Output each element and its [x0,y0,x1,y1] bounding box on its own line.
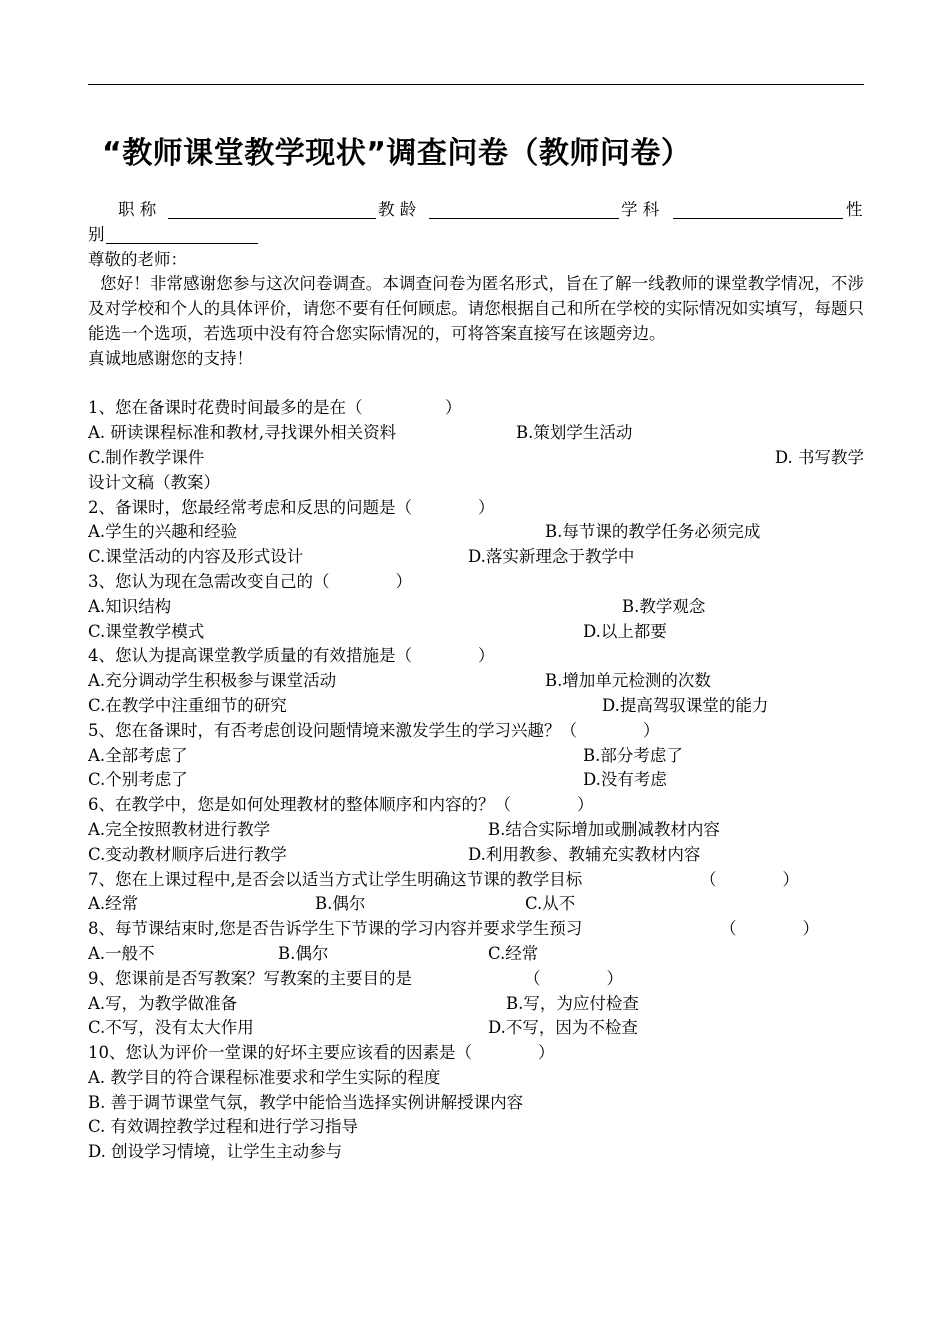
question-7: 7、您在上课过程中,是否会以适当方式让学生明确这节课的教学目标 [88,869,583,889]
q5-option-d[interactable]: D.没有考虑 [583,770,667,790]
q1-option-d-continued: 设计文稿（教案） [88,472,220,492]
q5-options-row-2 [88,768,864,793]
field-subject-input[interactable] [673,202,843,219]
q2-options-row-1 [88,520,864,545]
q6-options-row-2 [88,843,864,868]
field-age-label: 教 龄 [378,200,417,219]
q10-option-a[interactable]: A. 教学目的符合课程标准要求和学生实际的程度 [88,1067,441,1087]
field-subject-label: 学 科 [621,200,660,219]
q3-option-b[interactable]: B.教学观念 [622,596,706,616]
q4-option-c[interactable]: C.在教学中注重细节的研究 [88,695,287,715]
q9-options-row-1 [88,992,864,1017]
q1-options-row-1 [88,421,864,446]
q7-answer-blank[interactable]: （ ） [700,869,799,889]
q6-option-a[interactable]: A.完全按照教材进行教学 [88,819,271,839]
q9-option-b[interactable]: B.写，为应付检查 [506,993,639,1013]
document-body [88,198,864,1165]
question-5: 5、您在备课时，有否考虑创设问题情境来激发学生的学习兴趣？（ ） [88,720,660,740]
field-gender-input[interactable] [106,227,258,244]
q3-options-row-2 [88,620,864,645]
q6-option-b[interactable]: B.结合实际增加或删减教材内容 [488,819,720,839]
q1-option-b[interactable]: B.策划学生活动 [516,423,633,443]
q4-option-d[interactable]: D.提高驾驭课堂的能力 [602,695,769,715]
q1-option-a[interactable]: A. 研读课程标准和教材,寻找课外相关资料 [88,423,397,443]
field-title-label: 职 称 [118,200,157,219]
q3-option-d[interactable]: D.以上都要 [583,621,667,641]
field-gender-label-2: 别 [88,224,105,244]
question-6: 6、在教学中，您是如何处理教材的整体顺序和内容的？（ ） [88,795,594,815]
question-2: 2、备课时，您最经常考虑和反思的问题是（ ） [88,497,495,517]
q4-options-row-2 [88,694,864,719]
question-9: 9、您课前是否写教案？写教案的主要目的是 [88,968,412,988]
q6-option-d[interactable]: D.利用教参、教辅充实教材内容 [468,844,701,864]
q6-option-c[interactable]: C.变动教材顺序后进行教学 [88,844,287,864]
question-8: 8、每节课结束时,您是否告诉学生下节课的学习内容并要求学生预习 [88,919,583,939]
header-rule [88,84,864,85]
q7-option-c[interactable]: C.从不 [525,894,576,914]
q4-options-row-1 [88,669,864,694]
fields-line-1 [88,198,864,223]
question-4: 4、您认为提高课堂教学质量的有效措施是（ ） [88,646,495,666]
q7-option-a[interactable]: A.经常 [88,894,139,914]
q3-option-c[interactable]: C.课堂教学模式 [88,621,205,641]
q3-options-row-1 [88,595,864,620]
q2-option-d[interactable]: D.落实新理念于教学中 [468,547,635,567]
q8-option-b[interactable]: B.偶尔 [278,943,329,963]
spacer [88,372,864,397]
q8-option-a[interactable]: A.一般不 [88,943,155,963]
field-gender-label-1: 性 [846,200,863,219]
q9-option-c[interactable]: C.不写，没有太大作用 [88,1018,254,1038]
question-8-row [88,917,864,942]
q9-options-row-2 [88,1016,864,1041]
thanks-line: 真诚地感谢您的支持！ [88,348,253,368]
q9-option-a[interactable]: A.写，为教学做准备 [88,993,238,1013]
greeting: 尊敬的老师： [88,249,187,269]
field-age-input[interactable] [429,202,619,219]
q4-option-b[interactable]: B.增加单元检测的次数 [545,671,711,691]
q4-option-a[interactable]: A.充分调动学生积极参与课堂活动 [88,671,337,691]
q2-options-row-2 [88,545,864,570]
q2-option-a[interactable]: A.学生的兴趣和经验 [88,522,238,542]
q7-options-row [88,892,864,917]
q5-option-c[interactable]: C.个别考虑了 [88,770,188,790]
q5-option-a[interactable]: A.全部考虑了 [88,745,188,765]
question-3: 3、您认为现在急需改变自己的（ ） [88,571,412,591]
q2-option-c[interactable]: C.课堂活动的内容及形式设计 [88,547,304,567]
question-1: 1、您在备课时花费时间最多的是在（ ） [88,398,462,418]
q5-option-b[interactable]: B.部分考虑了 [583,745,683,765]
q9-answer-blank[interactable]: （ ） [524,968,623,988]
q2-option-b[interactable]: B.每节课的教学任务必须完成 [545,522,761,542]
q1-options-row-2 [88,446,864,471]
q1-option-d[interactable]: D. 书写教学 [774,447,864,467]
question-7-row [88,868,864,893]
q8-option-c[interactable]: C.经常 [488,943,539,963]
q1-option-c[interactable]: C.制作教学课件 [88,447,205,467]
q10-option-d[interactable]: D. 创设学习情境，让学生主动参与 [88,1142,343,1162]
q10-option-b[interactable]: B. 善于调节课堂气氛，教学中能恰当选择实例讲解授课内容 [88,1092,524,1112]
question-9-row [88,967,864,992]
q10-option-c[interactable]: C. 有效调控教学过程和进行学习指导 [88,1117,359,1137]
field-title-input[interactable] [168,202,376,219]
q7-option-b[interactable]: B.偶尔 [315,894,366,914]
intro-paragraph: 您好！非常感谢您参与这次问卷调查。本调查问卷为匿名形式，旨在了解一线教师的课堂教学情况，不涉及对学校和个人的具体评价，请您不要有任何顾虑。请您根据自己和所在学校的实际情况如实填写，每题只能选一个选项，若选项中没有符合您实际情况的，可将答案直接写在该题旁边。 [88,274,864,343]
page-title: “教师课堂教学现状”调查问卷（教师问卷） [102,136,692,171]
q3-option-a[interactable]: A.知识结构 [88,596,172,616]
fields-line-2 [88,223,864,248]
q6-options-row-1 [88,818,864,843]
q9-option-d[interactable]: D.不写，因为不检查 [488,1018,638,1038]
question-10: 10、您认为评价一堂课的好坏主要应该看的因素是（ ） [88,1043,555,1063]
q8-options-row [88,942,864,967]
q5-options-row-1 [88,744,864,769]
q8-answer-blank[interactable]: （ ） [720,919,819,939]
